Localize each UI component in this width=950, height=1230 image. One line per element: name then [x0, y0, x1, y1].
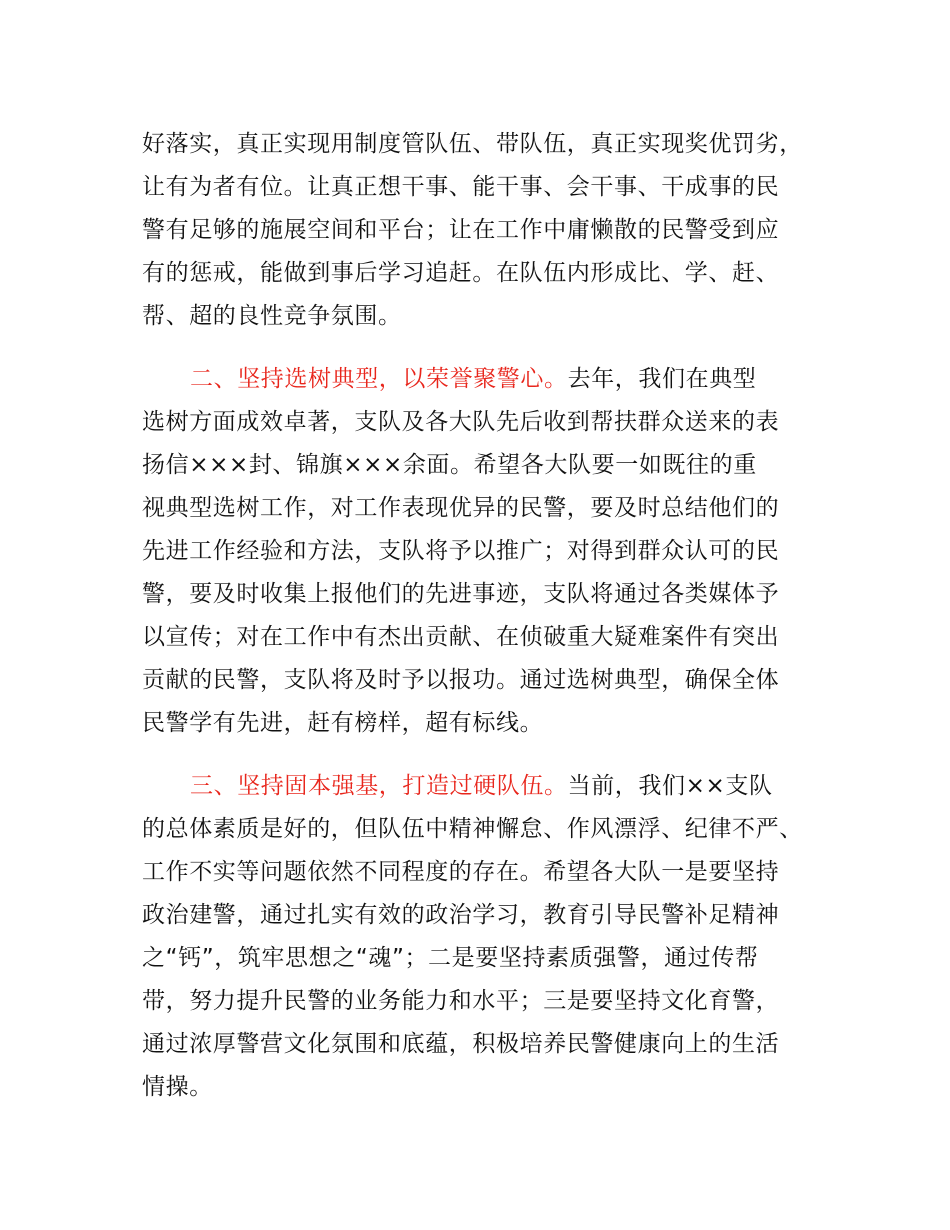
paragraph-2-line-9	[142, 708, 543, 738]
body-text: 的总体素质是好的，但队伍中精神懈怠、作风漂浮、纪律不严、	[142, 816, 803, 842]
body-text: 带，努力提升民警的业务能力和水平；三是要坚持文化育警，	[142, 988, 780, 1014]
paragraph-1-line-4	[142, 258, 779, 288]
body-text: 让有为者有位。让真正想干事、能干事、会干事、干成事的民	[142, 174, 780, 200]
paragraph-3-line-5	[142, 943, 758, 973]
section-heading: 二、坚持选树典型，以荣誉聚警心。	[190, 366, 568, 392]
paragraph-1-line-2	[142, 172, 779, 202]
paragraph-2-line-7	[142, 622, 779, 652]
paragraph-3-line-2	[142, 814, 803, 844]
paragraph-1-line-1	[142, 129, 803, 159]
body-text: 贡献的民警，支队将及时予以报功。通过选树典型，确保全体	[142, 667, 780, 693]
section-heading: 三、坚持固本强基，打造过硬队伍。	[190, 773, 568, 799]
paragraph-2-line-6	[142, 579, 779, 609]
body-text: 民警学有先进，赶有榜样，超有标线。	[142, 710, 544, 736]
body-text: 有的惩戒，能做到事后学习追赶。在队伍内形成比、学、赶、	[142, 260, 780, 286]
paragraph-3-line-3	[142, 857, 779, 887]
paragraph-2-line-2	[142, 407, 779, 437]
paragraph-2-line-3	[142, 450, 757, 480]
body-text: 政治建警，通过扎实有效的政治学习，教育引导民警补足精神	[142, 902, 780, 928]
paragraph-2-line-4	[142, 493, 779, 523]
paragraph-1-line-3	[142, 215, 779, 245]
paragraph-3-line-8	[142, 1072, 213, 1102]
body-text: 去年，我们在典型	[567, 366, 757, 392]
body-text: 通过浓厚警营文化氛围和底蕴，积极培养民警健康向上的生活	[142, 1031, 780, 1057]
body-text: 好落实，真正实现用制度管队伍、带队伍，真正实现奖优罚劣，	[142, 131, 803, 157]
body-text: 扬信×××封、锦旗×××余面。希望各大队要一如既往的重	[142, 452, 757, 478]
body-text: 警有足够的施展空间和平台；让在工作中庸懒散的民警受到应	[142, 217, 780, 243]
body-text: 视典型选树工作，对工作表现优异的民警，要及时总结他们的	[142, 495, 780, 521]
paragraph-3-line-6	[142, 986, 779, 1016]
paragraph-2-line-8	[142, 665, 779, 695]
body-text: 警，要及时收集上报他们的先进事迹，支队将通过各类媒体予	[142, 581, 780, 607]
paragraph-3-line-4	[142, 900, 779, 930]
paragraph-2-line-5	[142, 536, 779, 566]
paragraph-1-line-5	[142, 301, 402, 331]
body-text: 当前，我们××支队	[567, 773, 773, 799]
body-text: 选树方面成效卓著，支队及各大队先后收到帮扶群众送来的表	[142, 409, 780, 435]
body-text: 情操。	[142, 1074, 213, 1100]
body-text: 以宣传；对在工作中有杰出贡献、在侦破重大疑难案件有突出	[142, 624, 780, 650]
body-text: 之“钙”，筑牢思想之“魂”；二是要坚持素质强警，通过传帮	[142, 945, 759, 971]
paragraph-3-line-1	[190, 771, 773, 801]
body-text: 工作不实等问题依然不同程度的存在。希望各大队一是要坚持	[142, 859, 780, 885]
paragraph-3-line-7	[142, 1029, 779, 1059]
paragraph-2-line-1	[190, 364, 756, 394]
body-text: 帮、超的良性竞争氛围。	[142, 303, 402, 329]
body-text: 先进工作经验和方法，支队将予以推广；对得到群众认可的民	[142, 538, 780, 564]
